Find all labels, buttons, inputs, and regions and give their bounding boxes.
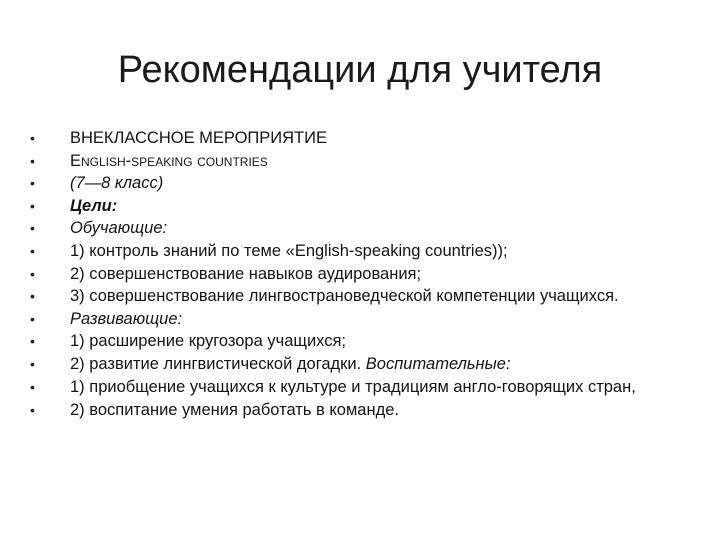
list-item <box>30 195 700 218</box>
list-item <box>30 150 700 173</box>
list-item <box>30 240 700 263</box>
bullet-icon: • <box>30 355 35 372</box>
bullet-icon: • <box>30 310 35 327</box>
bullet-icon: • <box>30 265 35 282</box>
bullet-icon: • <box>30 333 35 350</box>
bullet-icon: • <box>30 197 35 214</box>
goal-item: 2) совершенствование навыков аудирования; <box>70 264 422 283</box>
goal-item: 1) приобщение учащихся к культуре и традициям англо-говорящих стран, <box>70 377 636 396</box>
bullet-icon: • <box>30 242 35 259</box>
list-item <box>30 399 700 422</box>
goal-item: 2) развитие лингвистической догадки. <box>70 354 362 373</box>
bullet-icon: • <box>30 288 35 305</box>
event-topic: English-speaking countries <box>70 151 268 170</box>
upbringing-goals-heading: Воспитательные: <box>365 354 511 373</box>
grade-range: (7—8 класс) <box>70 174 164 193</box>
goal-item: 1) расширение кругозора учащихся; <box>70 332 347 351</box>
list-item <box>30 285 700 308</box>
bullet-icon: • <box>30 220 35 237</box>
list-item <box>30 217 700 240</box>
bullet-list <box>30 127 700 421</box>
list-item <box>30 353 700 376</box>
goals-heading: Цели: <box>70 196 118 215</box>
goal-item: 3) совершенствование лингвострановедческой компетенции учащихся. <box>70 287 619 306</box>
goal-item: 2) воспитание умения работать в команде. <box>70 400 399 419</box>
goal-item-combined <box>70 353 700 376</box>
bullet-icon: • <box>30 401 35 418</box>
list-item <box>30 330 700 353</box>
list-item <box>30 263 700 286</box>
slide-title: Рекомендации для учителя <box>117 49 603 91</box>
list-item <box>30 127 700 150</box>
event-heading: ВНЕКЛАССНОЕ МЕРОПРИЯТИЕ <box>70 129 327 147</box>
educational-goals-heading: Обучающие: <box>70 219 168 238</box>
list-item <box>30 172 700 195</box>
bullet-icon: • <box>30 152 35 169</box>
bullet-icon: • <box>30 130 35 146</box>
goal-item: 1) контроль знаний по теме «English-speaking countries)); <box>70 241 508 260</box>
developmental-goals-heading: Развивающие: <box>70 309 183 328</box>
list-item <box>30 308 700 331</box>
list-item <box>30 376 700 399</box>
bullet-icon: • <box>30 175 35 192</box>
bullet-icon: • <box>30 378 35 395</box>
